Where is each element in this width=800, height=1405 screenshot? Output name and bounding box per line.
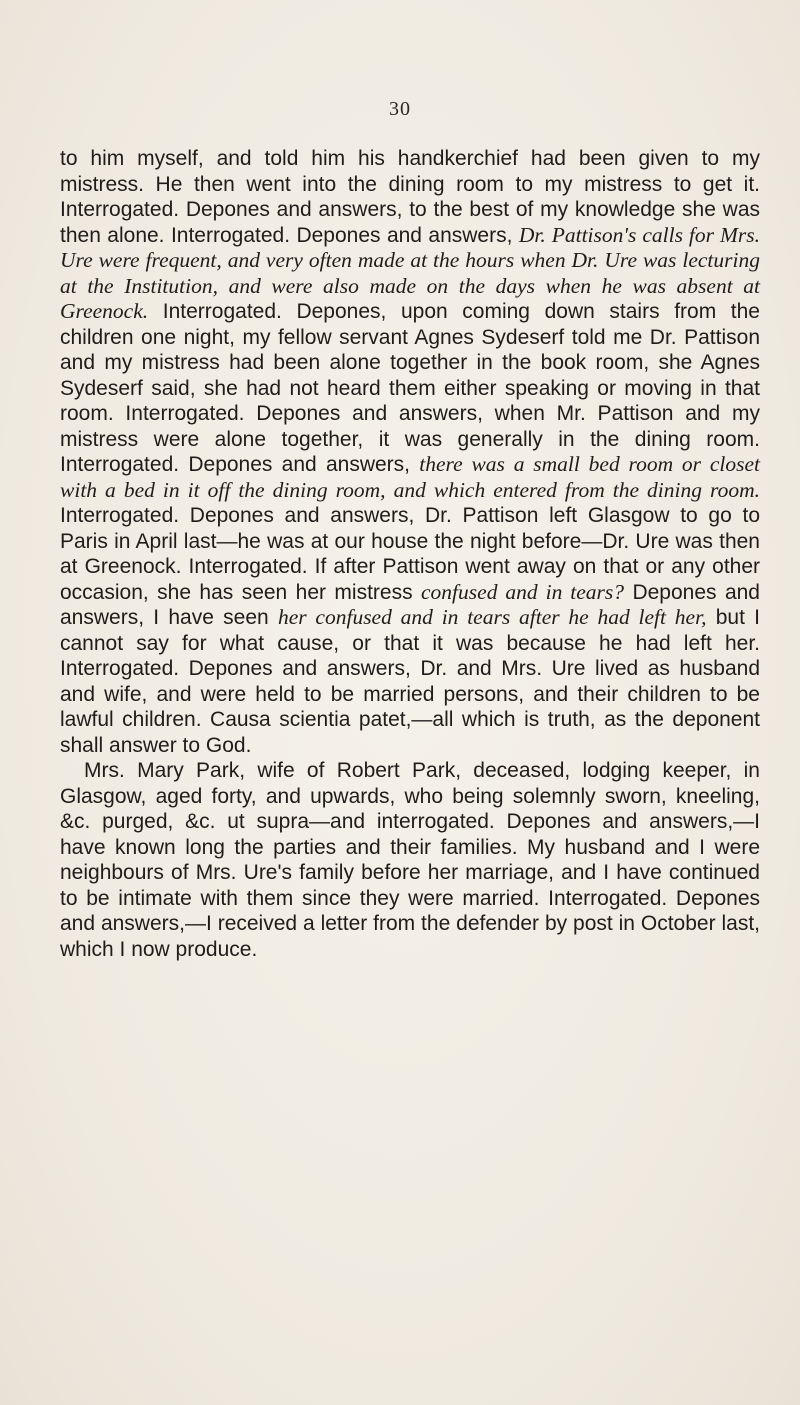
italic-text-run: Dr. Pattison's calls for Mrs. Ure were frequent, and very often made at the hours when Dr. Ure was lecturing at the Institution, and were also made on the days when he was absent at Greenock. — [60, 222, 760, 323]
paragraph-mary-park: Mrs. Mary Park, wife of Robert Park, deceased, lodging keeper, in Glasgow, aged forty, and upwards, who being solemnly sworn, kneeling, &c. purged, &c. ut supra—and interrogated. Depones and answers,—I have known long the parties and their families. My husband and I were neighbours of Mrs. Ure's family before her marriage, and I have continued to be intimate with them since they were married. Interrogated. Depones and answers,—I received a letter from the defender by post in October last, which I now produce. — [60, 759, 760, 961]
text-run: Depones and answers, I have seen — [60, 580, 760, 629]
text-run: to him myself, and told him his handkerchief had been given to my mistress. He then went into the dining room to my mistress to get it. Interrogated. Depones and answers, to the best of my knowledge she was then alone. Interrogated. Depones and answers, — [60, 147, 760, 247]
text-run: Interrogated. Depones and answers, Dr. Pattison left Glasgow to go to Paris in April last—he was at our house the night before—Dr. Ure was then at Greenock. Interrogated. If after Pattison went away on that or any other occasion, she has seen her mistress — [60, 504, 760, 604]
deposition-text — [60, 146, 760, 962]
italic-text-run: there was a small bed room or closet with a bed in it off the dining room, and which entered from the dining room. — [60, 452, 760, 502]
italic-text-run: confused and in tears? — [421, 579, 625, 604]
page-number: 30 — [389, 98, 411, 120]
text-run: but I cannot say for what cause, or that it was because he had left her. Interrogated. Depones and answers, Dr. and Mrs. Ure lived as husband and wife, and were held to be married persons, and their children to be lawful children. Causa scientia patet,—all which is truth, as the deponent shall answer to God. — [60, 606, 761, 757]
text-run: Interrogated. Depones, upon coming down stairs from the children one night, my fellow servant Agnes Sydeserf told me Dr. Pattison and my mistress had been alone together in the book room, she Agnes Sydeserf said, she had not heard them either speaking or moving in that room. Interrogated. Depones and answers, when Mr. Pattison and my mistress were alone together, it was generally in the dining room. Interrogated. Depones and answers, — [60, 300, 760, 476]
paragraph-first — [60, 146, 760, 758]
italic-text-run: her confused and in tears after he had left her, — [277, 605, 707, 629]
